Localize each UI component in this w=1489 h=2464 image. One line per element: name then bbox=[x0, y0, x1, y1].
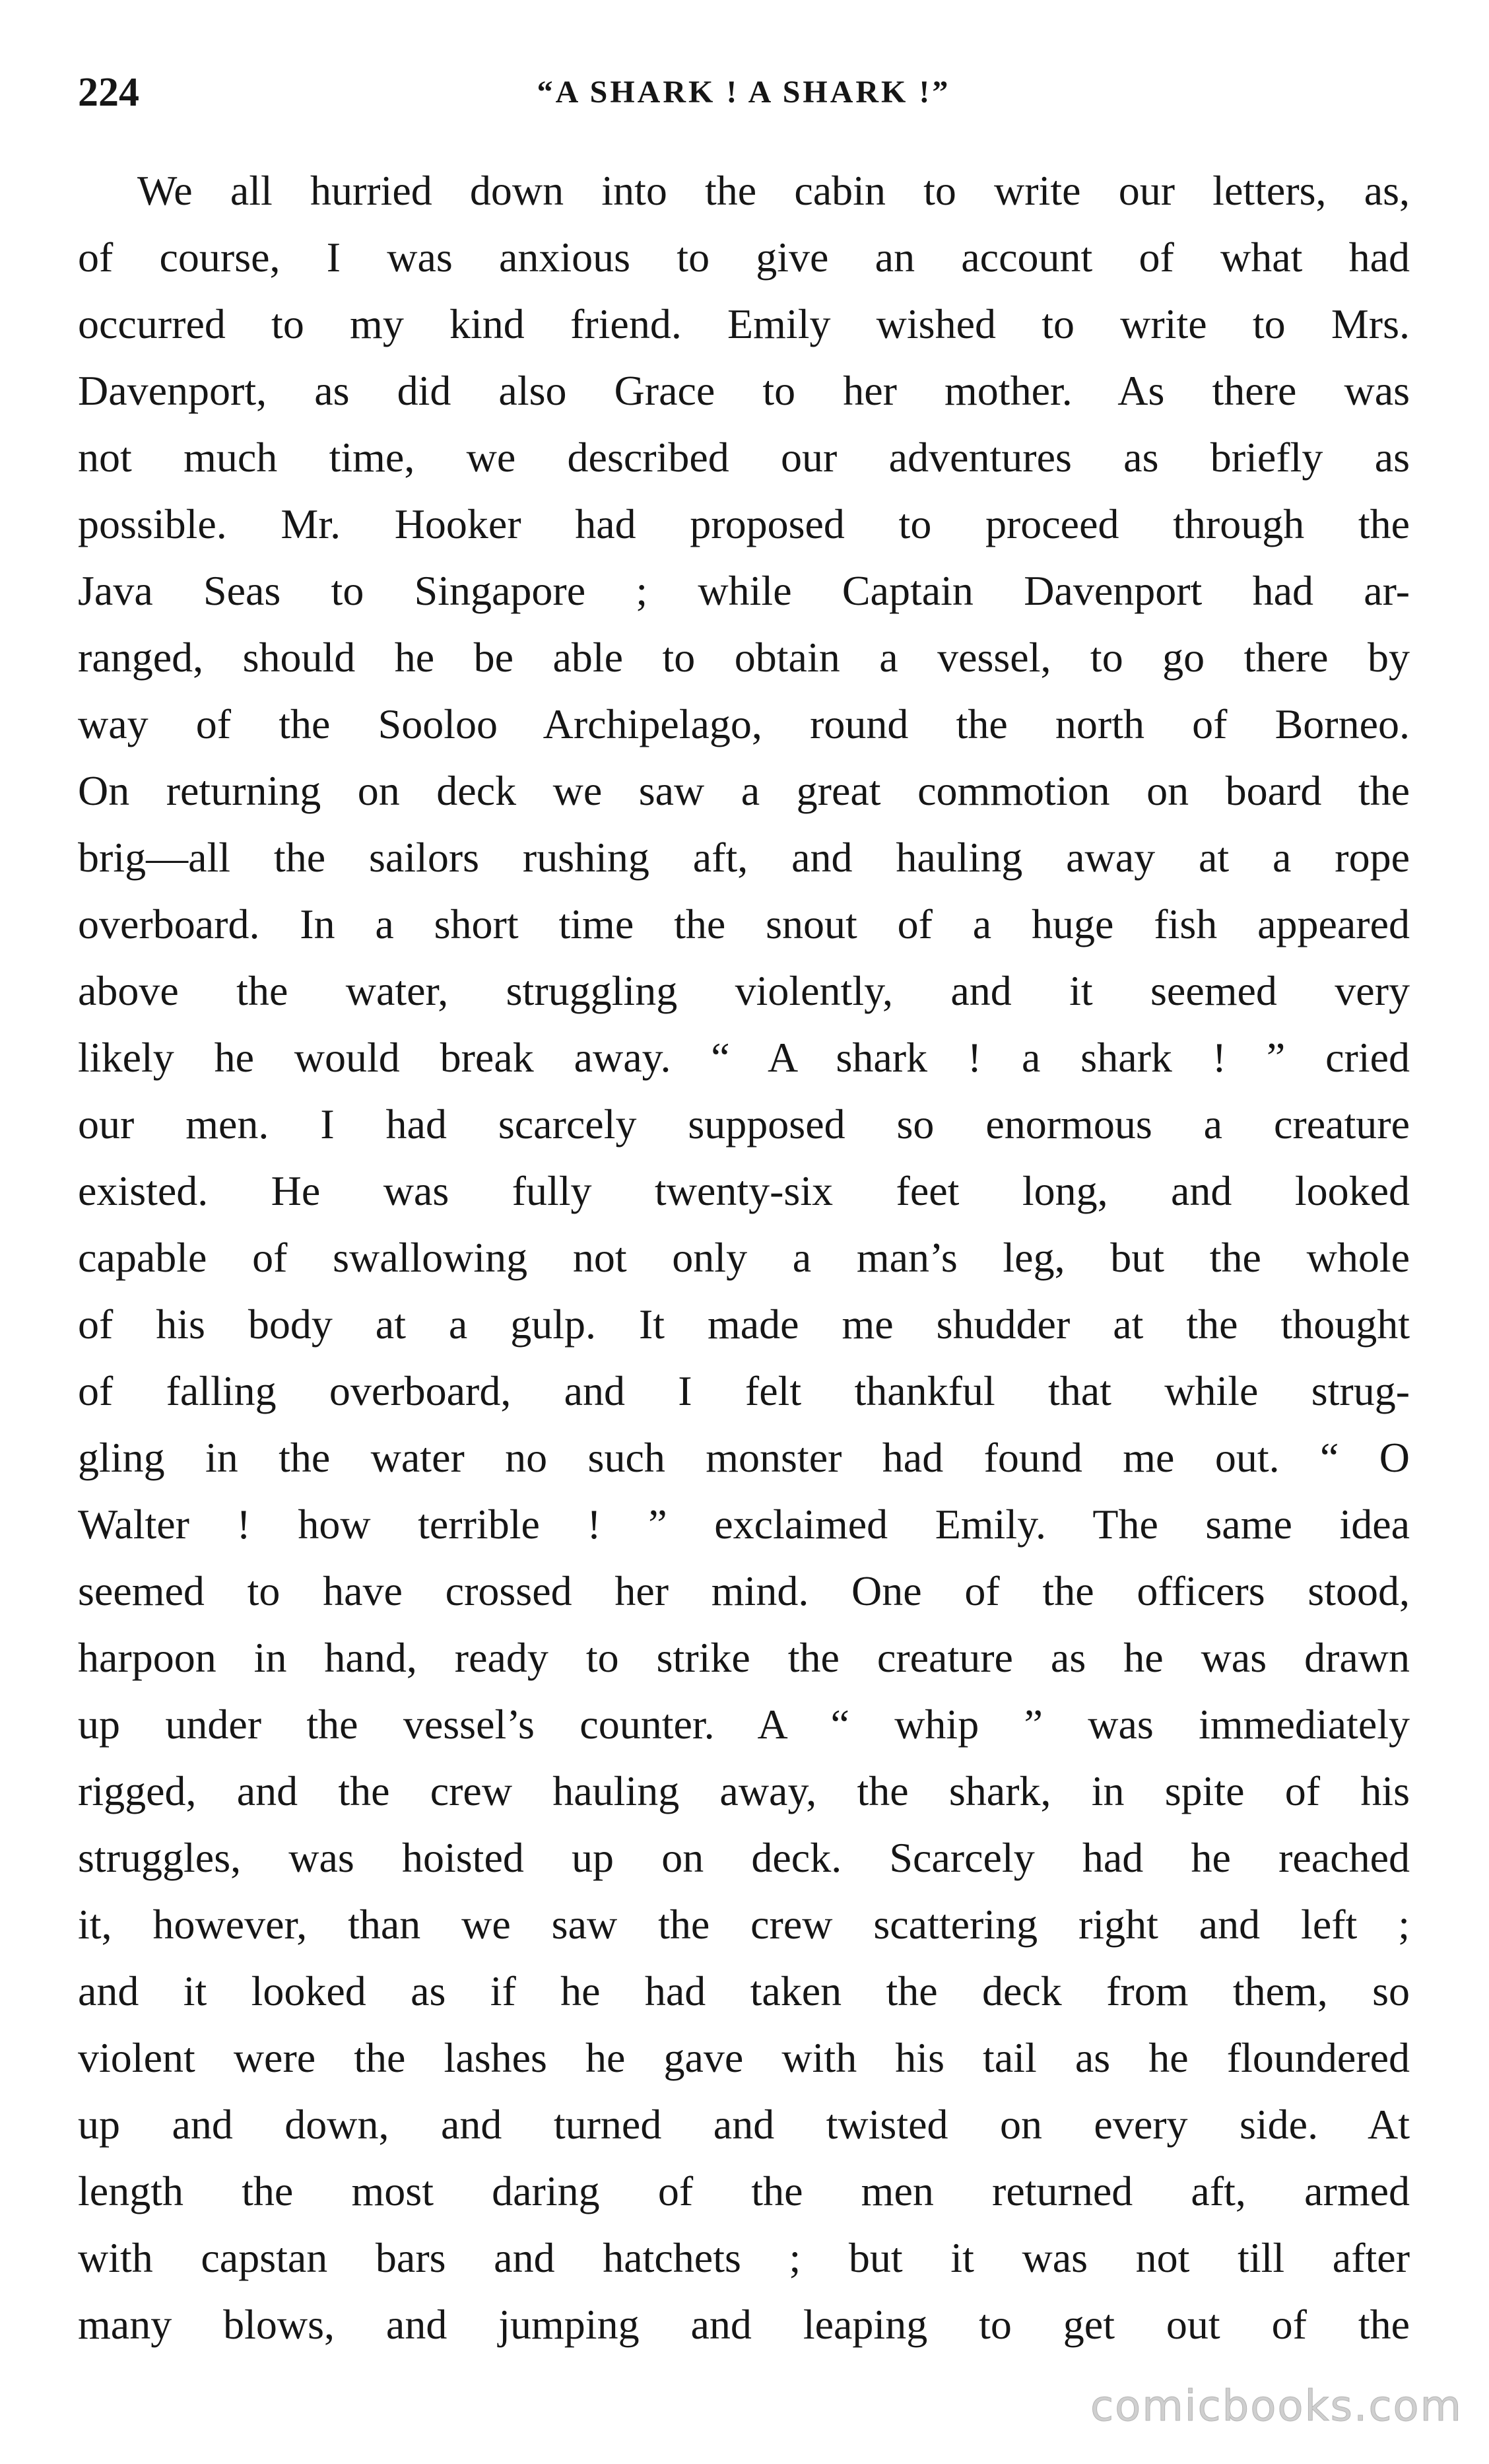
text-line: length the most daring of the men returned aft, armed bbox=[78, 2168, 1410, 2214]
watermark: comicbooks.com bbox=[1090, 2382, 1463, 2431]
text-line: way of the Sooloo Archipelago, round the north of Borneo. bbox=[78, 701, 1410, 747]
text-line: it, however, than we saw the crew scattering right and left ; bbox=[78, 1901, 1410, 1948]
text-line: On returning on deck we saw a great commotion on board the bbox=[78, 767, 1410, 814]
text-line: our men. I had scarcely supposed so enormous a creature bbox=[78, 1101, 1410, 1147]
text-line: and it looked as if he had taken the deck from them, so bbox=[78, 1968, 1410, 2014]
page-number: 224 bbox=[78, 70, 139, 115]
text-line: many blows, and jumping and leaping to get out of the bbox=[78, 2301, 1410, 2348]
text-line: ranged, should he be able to obtain a vessel, to go there by bbox=[78, 634, 1410, 681]
text-line: We all hurried down into the cabin to write our letters, as, bbox=[137, 167, 1410, 214]
text-line: of course, I was anxious to give an account of what had bbox=[78, 234, 1410, 281]
text-line: seemed to have crossed her mind. One of the officers stood, bbox=[78, 1567, 1410, 1614]
text-line: overboard. In a short time the snout of a huge fish appeared bbox=[78, 901, 1410, 947]
text-line: of his body at a gulp. It made me shudder at the thought bbox=[78, 1301, 1410, 1348]
text-line: likely he would break away. “ A shark ! a shark ! ” cried bbox=[78, 1034, 1410, 1081]
text-line: of falling overboard, and I felt thankful that while strug- bbox=[78, 1367, 1410, 1414]
text-line: brig—all the sailors rushing aft, and hauling away at a rope bbox=[78, 834, 1410, 881]
text-line: up under the vessel’s counter. A “ whip ” was immediately bbox=[78, 1701, 1410, 1748]
page-header bbox=[78, 63, 1410, 122]
text-line: harpoon in hand, ready to strike the creature as he was drawn bbox=[78, 1634, 1410, 1681]
text-line: capable of swallowing not only a man’s leg, but the whole bbox=[78, 1234, 1410, 1281]
text-line: not much time, we described our adventures as briefly as bbox=[78, 434, 1410, 481]
text-line: Walter ! how terrible ! ” exclaimed Emily. The same idea bbox=[78, 1501, 1410, 1548]
text-line: possible. Mr. Hooker had proposed to proceed through the bbox=[78, 500, 1410, 547]
text-line: occurred to my kind friend. Emily wished to write to Mrs. bbox=[78, 300, 1410, 347]
body-text bbox=[78, 157, 1410, 2358]
text-line: up and down, and turned and twisted on every side. At bbox=[78, 2101, 1410, 2148]
text-line: Java Seas to Singapore ; while Captain Davenport had ar- bbox=[78, 567, 1410, 614]
text-line: struggles, was hoisted up on deck. Scarcely had he reached bbox=[78, 1834, 1410, 1881]
running-title: “A SHARK ! A SHARK !” bbox=[537, 75, 951, 110]
text-line: above the water, struggling violently, and it seemed very bbox=[78, 967, 1410, 1014]
text-line: violent were the lashes he gave with his tail as he floundered bbox=[78, 2034, 1410, 2081]
text-line: Davenport, as did also Grace to her mother. As there was bbox=[78, 367, 1410, 414]
text-line: existed. He was fully twenty-six feet long, and looked bbox=[78, 1167, 1410, 1214]
text-line: gling in the water no such monster had found me out. “ O bbox=[78, 1434, 1410, 1481]
text-line: with capstan bars and hatchets ; but it was not till after bbox=[78, 2234, 1410, 2281]
text-line: rigged, and the crew hauling away, the shark, in spite of his bbox=[78, 1767, 1410, 1814]
